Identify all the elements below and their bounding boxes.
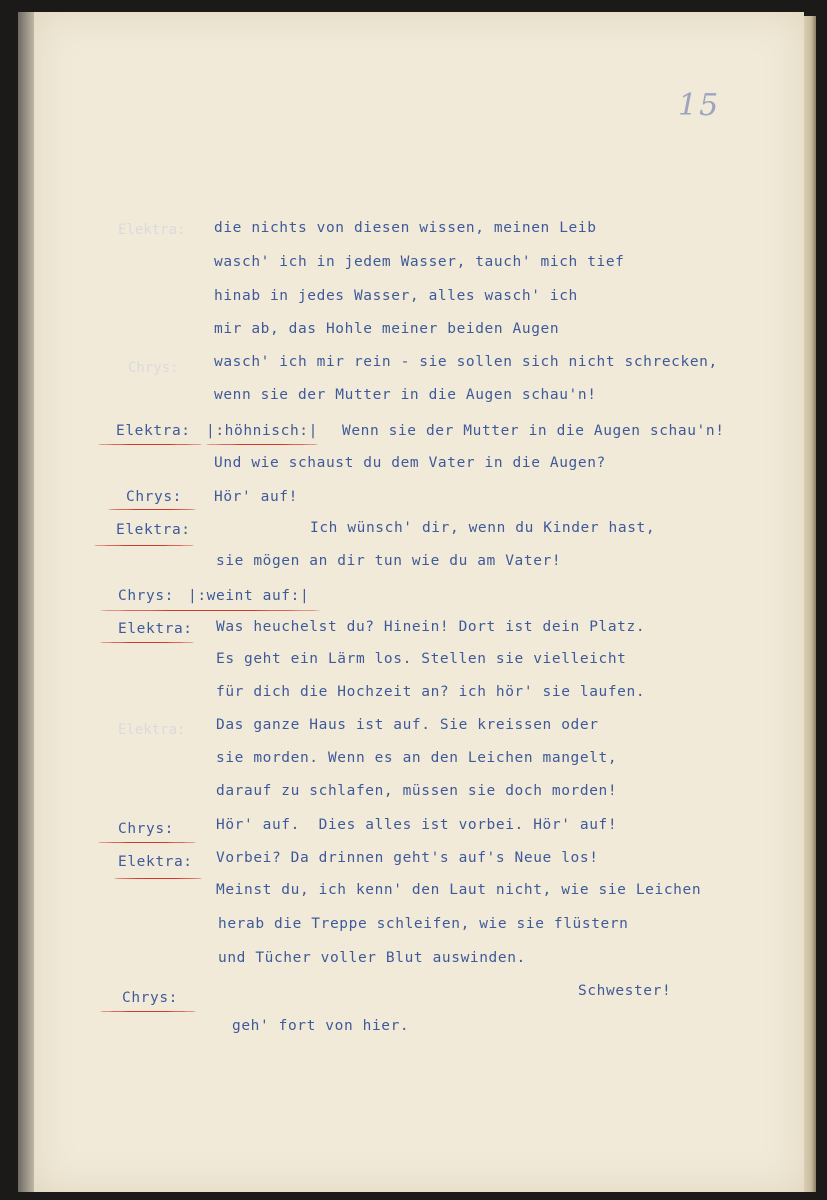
text-line: Schwester!: [578, 983, 672, 999]
speaker-elektra: Elektra:: [116, 423, 191, 439]
speaker-underline: [114, 878, 202, 879]
text-line: für dich die Hochzeit an? ich hör' sie laufen.: [216, 684, 646, 700]
text-line: wenn sie der Mutter in die Augen schau'n!: [214, 387, 597, 403]
text-line: Ich wünsch' dir, wenn du Kinder hast,: [310, 520, 656, 536]
text-line: die nichts von diesen wissen, meinen Leib: [214, 220, 597, 236]
text-line: geh' fort von hier.: [232, 1018, 410, 1034]
text-line: Vorbei? Da drinnen geht's auf's Neue los!: [216, 850, 599, 866]
text-line: wasch' ich in jedem Wasser, tauch' mich tief: [214, 254, 625, 270]
speaker-underline: [98, 444, 202, 445]
speaker-elektra: Elektra:: [116, 522, 191, 538]
speaker-elektra: Elektra:: [118, 854, 193, 870]
text-line: mir ab, das Hohle meiner beiden Augen: [214, 321, 560, 337]
text-line: sie morden. Wenn es an den Leichen mangelt,: [216, 750, 618, 766]
text-line: herab die Treppe schleifen, wie sie flüstern: [218, 916, 629, 932]
speaker-chrys: Chrys:: [118, 588, 174, 604]
binding-edge: [18, 12, 34, 1192]
direction-underline: [206, 444, 318, 445]
show-through-text: Elektra:: [118, 222, 186, 238]
stage-direction: |:weint auf:|: [188, 588, 310, 604]
text-line: Meinst du, ich kenn' den Laut nicht, wie sie Leichen: [216, 882, 702, 898]
page-number: 15: [678, 88, 721, 123]
speaker-elektra: Elektra:: [118, 621, 193, 637]
direction-underline: [100, 610, 320, 611]
speaker-underline: [108, 509, 196, 510]
speaker-chrys: Chrys:: [126, 489, 182, 505]
speaker-underline: [98, 842, 196, 843]
speaker-underline: [94, 545, 194, 546]
text-line: Und wie schaust du dem Vater in die Augen?: [214, 455, 606, 471]
text-line: hinab in jedes Wasser, alles wasch' ich: [214, 288, 578, 304]
speaker-chrys: Chrys:: [118, 821, 174, 837]
text-line: darauf zu schlafen, müssen sie doch morden!: [216, 783, 618, 799]
show-through-text: Chrys:: [128, 360, 179, 376]
text-line: und Tücher voller Blut auswinden.: [218, 950, 526, 966]
text-line: Was heuchelst du? Hinein! Dort ist dein Platz.: [216, 619, 646, 635]
text-line: wasch' ich mir rein - sie sollen sich nicht schrecken,: [214, 354, 718, 370]
show-through-text: Elektra:: [118, 722, 186, 738]
text-line: Es geht ein Lärm los. Stellen sie vielleicht: [216, 651, 627, 667]
page-stack-edge: [804, 16, 816, 1192]
speaker-underline: [100, 642, 194, 643]
text-line: sie mögen an dir tun wie du am Vater!: [216, 553, 562, 569]
text-line: Hör' auf!: [214, 489, 298, 505]
text-line: Wenn sie der Mutter in die Augen schau'n!: [342, 423, 725, 439]
speaker-underline: [100, 1011, 196, 1012]
text-line: Hör' auf. Dies alles ist vorbei. Hör' auf!: [216, 817, 618, 833]
stage-direction: |:höhnisch:|: [206, 423, 318, 439]
text-line: Das ganze Haus ist auf. Sie kreissen oder: [216, 717, 599, 733]
speaker-chrys: Chrys:: [122, 990, 178, 1006]
